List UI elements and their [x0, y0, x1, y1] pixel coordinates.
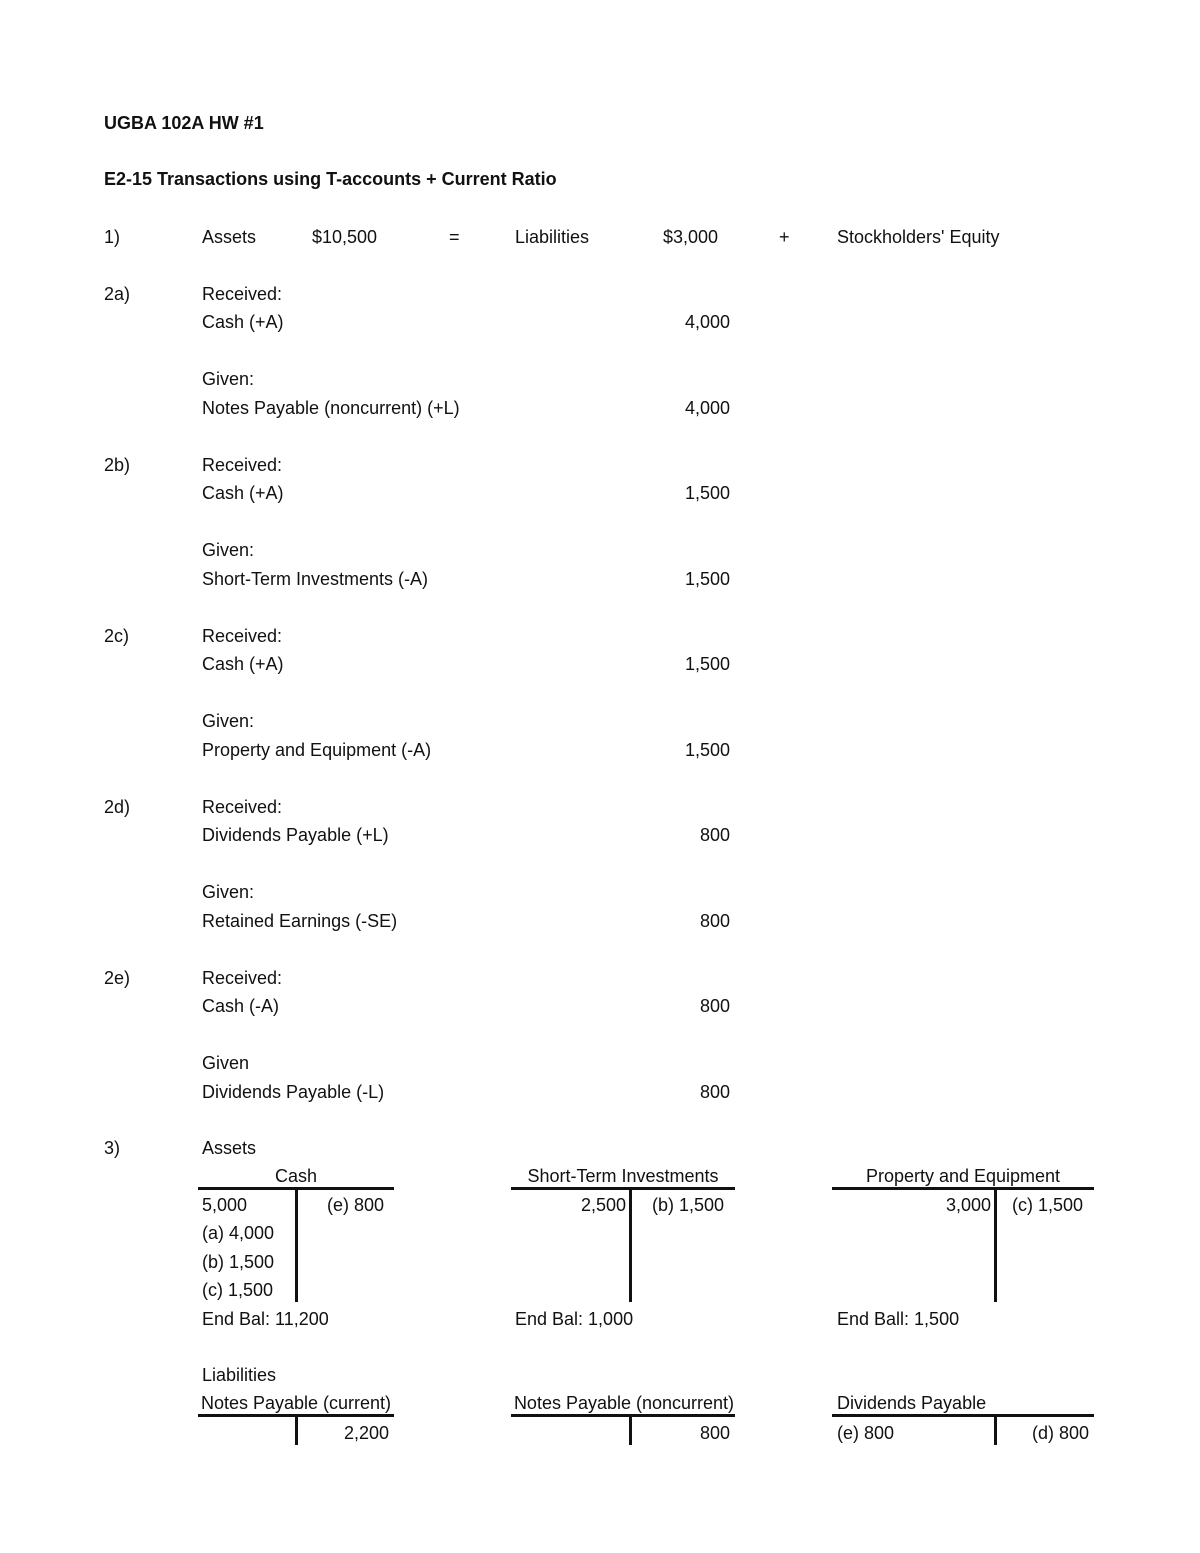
received-amount: 800: [699, 996, 730, 1016]
credit-entry: (c) 1,500: [1012, 1195, 1084, 1215]
received-heading: Received:: [202, 797, 283, 817]
t-account-title: Short-Term Investments: [527, 1166, 719, 1186]
debit-entry: (a) 4,000: [202, 1223, 275, 1243]
received-amount: 1,500: [684, 654, 730, 674]
t-account-divider: [629, 1417, 632, 1445]
credit-entry: (e) 800: [327, 1195, 385, 1215]
given-heading: Given:: [202, 882, 255, 902]
given-amount: 1,500: [684, 569, 730, 589]
debit-entry: (c) 1,500: [202, 1280, 274, 1300]
equity-label: Stockholders' Equity: [837, 227, 1000, 247]
liabilities-heading: Liabilities: [202, 1365, 277, 1385]
received-item: Cash (+A): [202, 483, 284, 503]
given-heading: Given:: [202, 540, 255, 560]
received-heading: Received:: [202, 284, 283, 304]
t-account-divider: [295, 1417, 298, 1445]
given-amount: 800: [699, 911, 730, 931]
t-account-title: Property and Equipment: [865, 1166, 1061, 1186]
t-account-top-rule: [511, 1414, 735, 1417]
transaction-label: 2b): [104, 455, 131, 475]
t-account-title: Notes Payable (noncurrent): [513, 1393, 735, 1413]
received-item: Dividends Payable (+L): [202, 825, 389, 845]
liabilities-value: $3,000: [663, 227, 719, 247]
received-amount: 800: [699, 825, 730, 845]
transaction-label: 2d): [104, 797, 131, 817]
liabilities-label: Liabilities: [515, 227, 590, 247]
transaction-label: 2a): [104, 284, 131, 304]
transaction-label: 2c): [104, 626, 130, 646]
plus-sign: +: [779, 227, 790, 247]
t-account-top-rule: [832, 1187, 1094, 1190]
debit-entry: 3,000: [945, 1195, 991, 1215]
assets-label: Assets: [202, 227, 257, 247]
page-title: UGBA 102A HW #1: [104, 113, 264, 133]
received-item: Cash (-A): [202, 996, 280, 1016]
t-account-divider: [295, 1190, 298, 1302]
given-item: Property and Equipment (-A): [202, 740, 432, 760]
t-account-title: Cash: [274, 1166, 318, 1186]
transaction-label: 2e): [104, 968, 131, 988]
given-heading: Given: [202, 1053, 250, 1073]
t-account-divider: [994, 1190, 997, 1302]
given-amount: 4,000: [684, 398, 730, 418]
received-item: Cash (+A): [202, 654, 284, 674]
question-label: 1): [104, 227, 121, 247]
t-account-divider: [629, 1190, 632, 1302]
assets-value: $10,500: [312, 227, 378, 247]
credit-entry: (d) 800: [1031, 1423, 1089, 1443]
received-amount: 4,000: [684, 312, 730, 332]
given-heading: Given:: [202, 369, 255, 389]
exercise-subtitle: E2-15 Transactions using T-accounts + Current Ratio: [104, 169, 557, 189]
equals-sign: =: [449, 227, 460, 247]
t-account-title: Dividends Payable: [837, 1393, 987, 1413]
given-item: Notes Payable (noncurrent) (+L): [202, 398, 460, 418]
received-amount: 1,500: [684, 483, 730, 503]
received-heading: Received:: [202, 968, 283, 988]
given-amount: 800: [699, 1082, 730, 1102]
given-item: Short-Term Investments (-A): [202, 569, 429, 589]
assets-heading: Assets: [202, 1138, 257, 1158]
ending-balance: End Bal: 11,200: [202, 1309, 329, 1329]
t-account-top-rule: [511, 1187, 735, 1190]
debit-entry: (b) 1,500: [202, 1252, 275, 1272]
debit-entry: 2,500: [580, 1195, 626, 1215]
received-item: Cash (+A): [202, 312, 284, 332]
ending-balance: End Ball: 1,500: [837, 1309, 960, 1329]
credit-entry: 2,200: [343, 1423, 389, 1443]
ending-balance: End Bal: 1,000: [515, 1309, 634, 1329]
question-label: 3): [104, 1138, 121, 1158]
given-item: Dividends Payable (-L): [202, 1082, 385, 1102]
debit-entry: 5,000: [202, 1195, 248, 1215]
given-item: Retained Earnings (-SE): [202, 911, 398, 931]
t-account-title: Notes Payable (current): [200, 1393, 392, 1413]
given-heading: Given:: [202, 711, 255, 731]
t-account-divider: [994, 1417, 997, 1445]
t-account-top-rule: [832, 1414, 1094, 1417]
received-heading: Received:: [202, 626, 283, 646]
given-amount: 1,500: [684, 740, 730, 760]
received-heading: Received:: [202, 455, 283, 475]
credit-entry: 800: [699, 1423, 730, 1443]
debit-entry: (e) 800: [837, 1423, 895, 1443]
credit-entry: (b) 1,500: [652, 1195, 725, 1215]
